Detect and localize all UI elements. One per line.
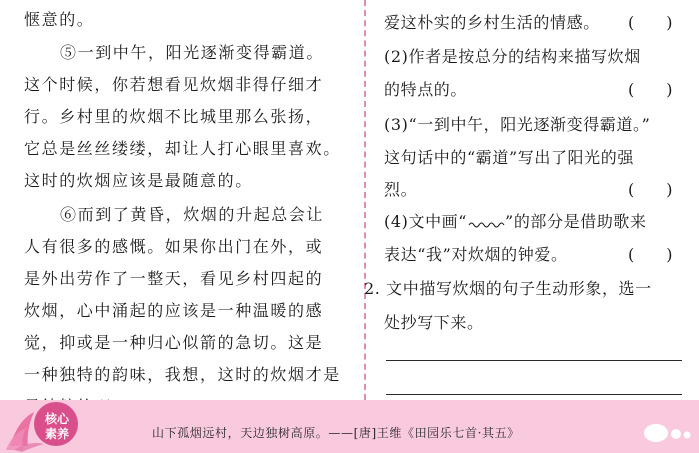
passage-line: 这个时候，你若想看见炊烟非得仔细才 (24, 75, 324, 94)
question-3: (3)“一到中午，阳光逐渐变得霸道。” (384, 115, 651, 134)
answer-paren[interactable]: ( ) (628, 80, 673, 99)
question-4-suffix: ”的部分是借助歌来 (505, 212, 647, 231)
question-line: 表达“我”对炊烟的钟爱。 (384, 245, 568, 264)
footer-quote: 山下孤烟远村，天边独树高原。——[唐]王维《田园乐七首·其五》 (152, 426, 520, 440)
passage-line: 炊烟，心中涌起的应该是一种温暖的感 (24, 301, 324, 320)
answer-paren[interactable]: ( ) (628, 180, 673, 199)
answer-paren[interactable]: ( ) (628, 245, 673, 264)
passage-line: 惬意的。 (24, 10, 95, 29)
question-line: 这句话中的“霸道”写出了阳光的强 (384, 148, 634, 167)
passage-line: 是外出劳作了一整天，看见乡村四起的 (24, 269, 324, 288)
passage-paragraph-5-start: ⑤一到中午，阳光逐渐变得霸道。 (60, 43, 325, 62)
answer-paren[interactable]: ( ) (628, 13, 673, 32)
passage-line: 人有很多的感慨。如果你出门在外，或 (24, 237, 324, 256)
question-4-prefix: (4)文中画“ (384, 212, 468, 231)
question-line: 的特点的。 (384, 80, 468, 99)
passage-line: 它总是丝丝缕缕，却让人打心眼里喜欢。 (24, 139, 341, 158)
core-literacy-badge (34, 412, 80, 442)
column-divider (364, 0, 366, 400)
decorative-dots-icon (640, 420, 696, 446)
answer-line[interactable] (386, 394, 682, 395)
passage-line: 一种独特的韵味，我想，这时的炊烟才是 (24, 365, 341, 384)
passage-line: 行。乡村里的炊烟不比城里那么张扬， (24, 107, 324, 126)
question-line: 处抄写下来。 (384, 313, 484, 332)
question-4 (384, 209, 647, 232)
answer-line[interactable] (386, 360, 682, 361)
passage-paragraph-6-start: ⑥而到了黄昏，炊烟的升起总会让 (60, 205, 325, 224)
question-line: 爱这朴实的乡村生活的情感。 (384, 13, 600, 32)
passage-line: 这时的炊烟应该是最随意的。 (24, 171, 253, 190)
badge-line: 核心 (44, 412, 69, 426)
question-2: (2)作者是按总分的结构来描写炊烟 (384, 47, 641, 66)
badge-line: 素养 (44, 427, 69, 441)
wavy-underline-icon (467, 215, 505, 229)
question-line: 烈。 (384, 180, 418, 199)
passage-line: 觉，抑或是一种归心似箭的急切。这是 (24, 333, 324, 352)
question-2-main: 2. 文中描写炊烟的句子生动形象，选一 (364, 279, 652, 298)
